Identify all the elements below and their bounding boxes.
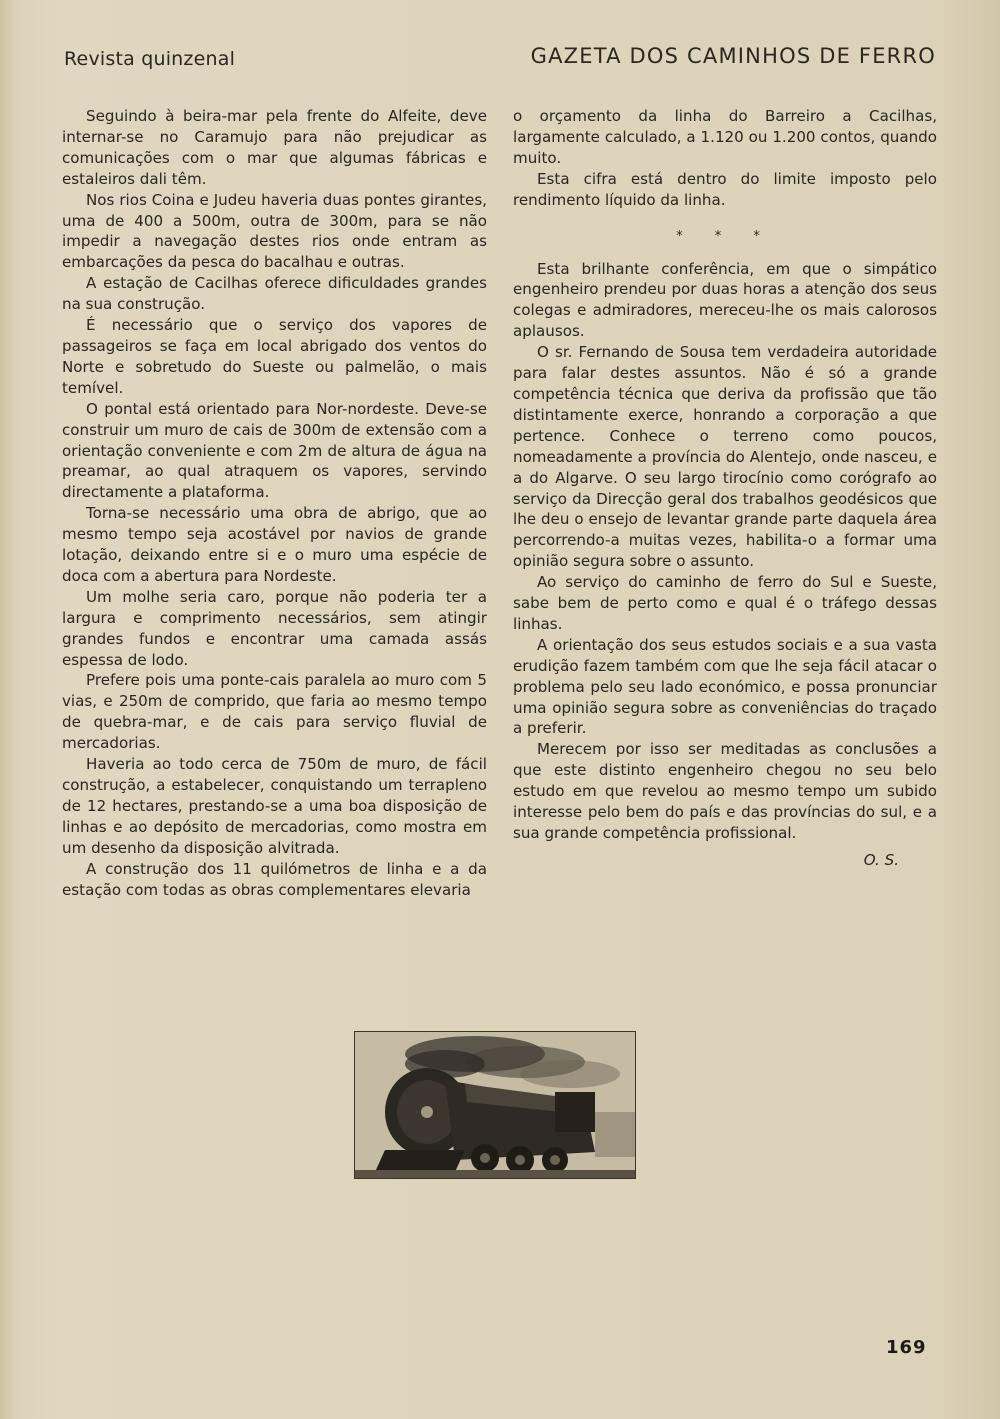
paragraph: Nos rios Coina e Judeu haveria duas pontes girantes, uma de 400 a 500m, outra de 300m, para se não impedir a navegação destes rios onde entram as embarcações da pesca do bacalhau e outras. (62, 190, 487, 272)
paragraph: Seguindo à beira-mar pela frente do Alfeite, deve internar-se no Caramujo para não prejudicar as comunicações com o mar que algumas fábricas e estaleiros dali têm. (62, 107, 487, 188)
paragraph: O sr. Fernando de Sousa tem verdadeira autoridade para falar destes assuntos. Não é só a grande competência técnica que deriva da profissão que tão distintamente exerce, honrando a corporação a que pertence. Conhece o terreno como poucos, nomeadamente a província do Alentejo, onde nasceu, e a do Algarve. O seu largo tirocínio como corógrafo ao serviço da Direcção geral dos trabalhos geodésicos que lhe deu o ensejo de levantar grande parte daquela área percorrendo-a muitas vezes, habilita-o a formar uma opinião segura sobre o assunto. (513, 343, 937, 571)
paragraph: Ao serviço do caminho de ferro do Sul e Sueste, sabe bem de perto como e qual é o tráfego dessas linhas. (513, 573, 937, 633)
paragraph: Esta cifra está dentro do limite imposto pelo rendimento líquido da linha. (513, 169, 937, 209)
paragraph: Haveria ao todo cerca de 750m de muro, de fácil construção, a estabelecer, conquistando um terrapleno de 12 hectares, prestando-se a uma boa disposição de linhas e ao depósito de mercadorias, como mostra em um desenho da disposição alvitrada. (62, 755, 487, 857)
paragraph: A orientação dos seus estudos sociais e a sua vasta erudição fazem também com que lhe seja fácil atacar o problema pelo seu lado económico, e possa pronunciar uma opinião segura sobre as conveniências do traçado a preferir. (513, 635, 937, 738)
paragraph: Torna-se necessário uma obra de abrigo, que ao mesmo tempo seja acostável por navios de grande lotação, deixando entre si e o muro uma espécie de doca com a abertura para Nordeste. (62, 504, 487, 585)
locomotive-illustration (354, 1031, 636, 1179)
paragraph: Esta brilhante conferência, em que o simpático engenheiro prendeu por duas horas a atenção dos seus colegas e admiradores, mereceu-lhe os mais calorosos aplausos. (513, 259, 937, 341)
paragraph: A estação de Cacilhas oferece dificuldades grandes na sua construção. (62, 274, 487, 314)
signature: O. S. (863, 850, 899, 869)
paragraph: o orçamento da linha do Barreiro a Cacilhas, largamente calculado, a 1.120 ou 1.200 contos, quando muito. (513, 107, 937, 167)
header-left-title: Revista quinzenal (64, 48, 236, 70)
section-separator: * * * (676, 228, 774, 244)
left-column (62, 106, 487, 900)
paragraph: Prefere pois uma ponte-cais paralela ao muro com 5 vias, e 250m de comprido, que faria ao mesmo tempo de quebra-mar, e de cais para serviço fluvial de mercadorias. (62, 671, 487, 753)
paragraph: Merecem por isso ser meditadas as conclusões a que este distinto engenheiro chegou no seu belo estudo em que revelou ao mesmo tempo um subido interesse pelo bem do país e das províncias do sul, e a sua grande competência profissional. (513, 740, 937, 842)
paragraph: É necessário que o serviço dos vapores de passageiros se faça em local abrigado dos ventos do Norte e sobretudo do Sueste ou palmelão, o mais temível. (62, 316, 487, 397)
paragraph: A construção dos 11 quilómetros de linha e a da estação com todas as obras complementares elevaria (62, 859, 487, 899)
page-number: 169 (886, 1337, 927, 1358)
header-right-title: GAZETA DOS CAMINHOS DE FERRO (530, 44, 936, 68)
paragraph: Um molhe seria caro, porque não poderia ter a largura e comprimento necessários, sem atingir grandes fundos e encontrar uma camada assás espessa de lodo. (62, 587, 487, 669)
right-column (513, 106, 937, 871)
paragraph: O pontal está orientado para Nor-nordeste. Deve-se construir um muro de cais de 300m de extensão com a orientação conveniente e com 2m de altura de água na preamar, ao qual atraquem os vapores, servindo directamente a plataforma. (62, 399, 487, 502)
